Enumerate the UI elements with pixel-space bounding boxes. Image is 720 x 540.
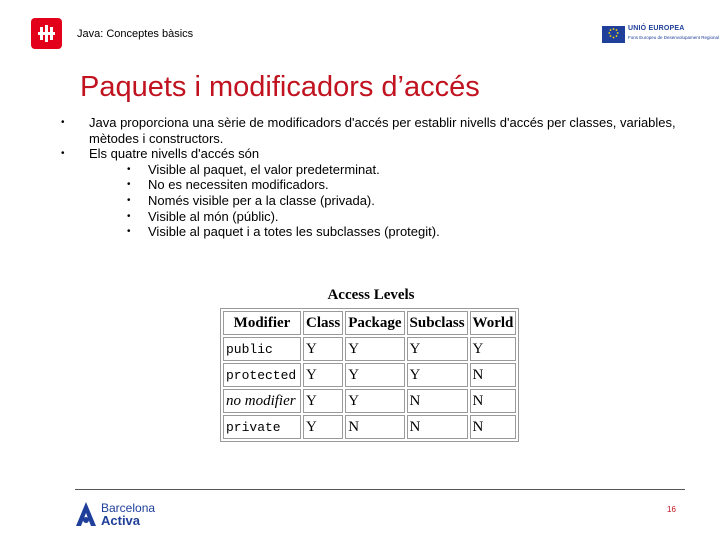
- barcelona-city-logo-icon: [31, 18, 62, 49]
- sub-bullet-text: Visible al paquet i a totes les subclasses (protegit).: [148, 224, 440, 240]
- bullet-list: [61, 115, 701, 240]
- table-cell: Y: [303, 389, 343, 413]
- eu-title: UNIÓ EUROPEA: [628, 25, 685, 32]
- bullet-text: Els quatre nivells d'accés són: [89, 146, 260, 162]
- sub-bullet-text: No es necessiten modificadors.: [148, 177, 329, 193]
- column-header: Subclass: [407, 311, 468, 335]
- table-cell: Y: [345, 363, 404, 387]
- column-header: Modifier: [223, 311, 301, 335]
- modifier-cell: public: [223, 337, 301, 361]
- modifier-cell: protected: [223, 363, 301, 387]
- eu-flag-icon: [602, 26, 625, 43]
- barcelona-activa-logo-icon: [75, 501, 97, 527]
- bullet-dot-icon: •: [127, 194, 131, 206]
- table-cell: Y: [345, 337, 404, 361]
- table-cell: N: [470, 415, 517, 439]
- brand-name-line1: Barcelona: [101, 501, 156, 515]
- sub-bullet-item: [61, 193, 701, 209]
- bullet-dot-icon: •: [127, 179, 131, 191]
- sub-bullet-item: [61, 162, 701, 178]
- course-title: Java: Conceptes bàsics: [77, 28, 194, 40]
- sub-bullet-text: Visible al món (públic).: [148, 208, 279, 224]
- bullet-dot-icon: •: [127, 210, 131, 222]
- table-cell: N: [470, 363, 517, 387]
- table-cell: Y: [407, 337, 468, 361]
- access-levels-figure: [220, 287, 522, 442]
- column-header: World: [470, 311, 517, 335]
- table-row: [223, 363, 516, 387]
- bullet-dot-icon: •: [127, 226, 131, 238]
- table-cell: Y: [407, 363, 468, 387]
- eu-subtitle: Fons Europeu de Desenvolupament Regional: [628, 35, 720, 40]
- sub-bullet-item: [61, 177, 701, 193]
- bullet-dot-icon: •: [61, 117, 65, 128]
- access-table-title: Access Levels: [327, 287, 415, 303]
- bullet-dot-icon: •: [127, 163, 131, 175]
- table-row: [223, 415, 516, 439]
- table-cell: Y: [345, 389, 404, 413]
- table-row: [223, 389, 516, 413]
- bullet-dot-icon: •: [61, 148, 65, 160]
- bullet-item: [61, 146, 701, 162]
- sub-bullet-text: Visible al paquet, el valor predeterminat.: [148, 161, 380, 177]
- table-row: [223, 337, 516, 361]
- table-cell: N: [407, 415, 468, 439]
- footer-divider: [75, 489, 685, 490]
- table-cell: Y: [470, 337, 517, 361]
- table-cell: Y: [303, 363, 343, 387]
- slide-title: Paquets i modificadors d’accés: [80, 71, 480, 103]
- sub-bullet-item: [61, 224, 701, 240]
- column-header: Class: [303, 311, 343, 335]
- table-cell: Y: [303, 415, 343, 439]
- table-cell: N: [407, 389, 468, 413]
- table-cell: Y: [303, 337, 343, 361]
- bullet-item: [61, 115, 701, 146]
- table-cell: N: [470, 389, 517, 413]
- page-number: 16: [667, 505, 676, 514]
- brand-name-line2: Activa: [101, 513, 141, 528]
- sub-bullet-item: [61, 209, 701, 225]
- table-header-row: [223, 311, 516, 335]
- modifier-cell: no modifier: [223, 389, 301, 413]
- table-cell: N: [345, 415, 404, 439]
- access-levels-table: [220, 308, 519, 442]
- column-header: Package: [345, 311, 404, 335]
- sub-bullet-text: Només visible per a la classe (privada).: [148, 192, 375, 208]
- modifier-cell: private: [223, 415, 301, 439]
- bullet-text: Java proporciona una sèrie de modificadors d'accés per establir nivells d'accés per classes, variables, mètodes i constructors.: [89, 115, 676, 146]
